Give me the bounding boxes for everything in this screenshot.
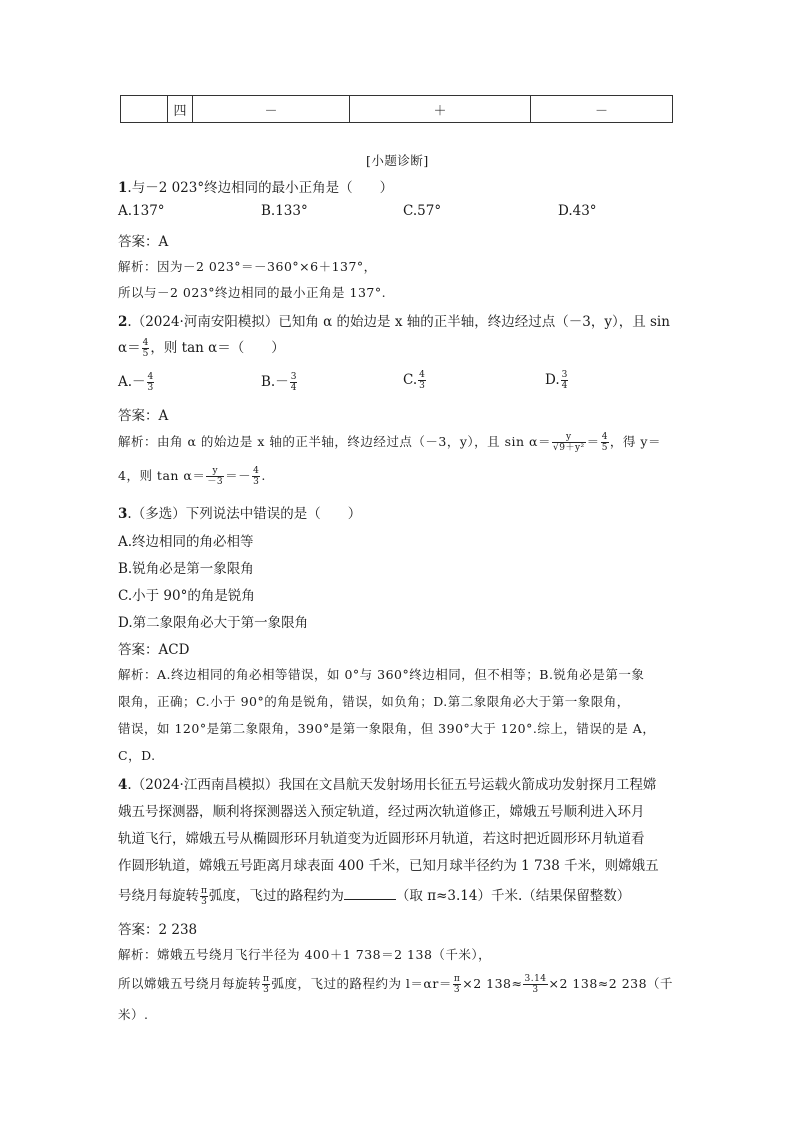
table-cell-sign: － [193, 96, 350, 123]
question-text: 弧度，飞过的路程约为 [208, 888, 344, 904]
solution-line: 所以与－2 023°终边相同的最小正角是 137°. [118, 285, 387, 300]
question-2-stem-cont [118, 336, 285, 359]
numerator: 4 [601, 432, 608, 442]
section-title: [小题诊断] [366, 153, 429, 168]
solution-text: . [261, 468, 266, 483]
denominator: 3 [419, 381, 425, 391]
question-text: α＝ [118, 340, 141, 356]
option-label: C. [403, 372, 418, 388]
table-cell-quadrant: 四 [168, 96, 193, 123]
solution-line [118, 974, 673, 995]
question-text: .（多选）下列说法中错误的是（ ） [127, 506, 362, 522]
numerator: 3.14 [524, 974, 547, 984]
question-text: （取 π≈3.14）千米.（结果保留整数） [395, 888, 631, 904]
fraction [142, 338, 150, 359]
solution-text: 弧度，飞过的路程约为 l＝αr＝ [271, 976, 452, 991]
solution-line: 错误，如 120°是第二象限角，390°是第一象限角，但 390°大于 120°.综上，错误的是 A， [118, 721, 656, 736]
fraction [147, 372, 155, 393]
solution-text: ，得 y＝ [609, 434, 661, 449]
denominator: 5 [142, 349, 149, 359]
question-text-line: 娥五号探测器，顺利将探测器送入预定轨道，经过两次轨道修正，嫦娥五号顺利进入环月 [118, 804, 645, 820]
option-d: D.43° [558, 203, 597, 219]
denominator: √9＋y² [553, 443, 585, 453]
table-cell [121, 96, 168, 123]
question-number: 3 [118, 506, 128, 522]
numerator: 3 [561, 370, 568, 380]
solution-line [118, 466, 266, 487]
fraction [561, 370, 569, 391]
denominator: 3 [147, 383, 154, 393]
fraction [601, 432, 609, 453]
fraction [523, 974, 547, 995]
option-c: C.57° [403, 203, 442, 219]
numerator: y [552, 432, 586, 443]
numerator: 4 [142, 338, 149, 348]
option-b: B.锐角必是第一象限角 [118, 561, 254, 577]
solution-line: 解析：因为－2 023°＝－360°×6＋137°， [118, 259, 377, 274]
denominator: 4 [561, 381, 568, 391]
question-text: 号绕月每旋转 [118, 888, 199, 904]
solution-line: 限角，正确；C.小于 90°的角是锐角，错误，如负角；D.第二象限角必大于第一象限角， [118, 694, 630, 709]
solution-line [118, 432, 661, 453]
sign-table [120, 95, 673, 123]
question-text: .与－2 023°终边相同的最小正角是（ ） [127, 180, 394, 196]
denominator: 3 [453, 985, 461, 995]
table-cell-sign: － [531, 96, 673, 123]
numerator: y [206, 466, 224, 477]
solution-line: 解析：A.终边相同的角必相等错误，如 0°与 360°终边相同，但不相等；B.锐角必是第一象 [118, 667, 645, 682]
option-a: A.137° [118, 203, 165, 219]
numerator: 4 [147, 372, 154, 382]
denominator: －3 [207, 477, 224, 487]
solution-text: ×2 138≈ [462, 976, 523, 991]
numerator: π [453, 974, 461, 984]
question-text: ，则 tan α＝（ ） [150, 340, 285, 356]
option-label: A.－ [118, 374, 146, 390]
option-a [118, 370, 155, 393]
fraction [252, 466, 260, 487]
question-text-line: 作圆形轨道，嫦娥五号距离月球表面 400 千米，已知月球半径约为 1 738 千米，则嫦娥五 [118, 858, 659, 874]
solution-line: 米）. [118, 1007, 149, 1022]
option-d: D.第二象限角必大于第一象限角 [118, 615, 309, 631]
denominator: 5 [601, 443, 608, 453]
numerator: π [201, 886, 207, 896]
fraction [200, 886, 208, 907]
option-label: D. [545, 372, 560, 388]
answer: 答案：A [118, 234, 169, 250]
question-3-stem [118, 502, 361, 522]
solution-text: 所以嫦娥五号绕月每旋转 [118, 976, 262, 991]
option-a: A.终边相同的角必相等 [118, 534, 254, 550]
option-label: B.－ [261, 374, 289, 390]
fraction [418, 370, 426, 391]
answer: 答案：ACD [118, 642, 190, 658]
fraction [290, 372, 298, 393]
fraction [453, 974, 461, 995]
numerator: 4 [419, 370, 425, 380]
fraction [206, 466, 224, 487]
question-text: .（2024·河南安阳模拟）已知角 α 的始边是 x 轴的正半轴，终边经过点（－3，y），且 sin [127, 314, 670, 330]
solution-text: ＝ [586, 434, 600, 449]
numerator: 3 [290, 372, 297, 382]
numerator: 4 [253, 466, 260, 476]
solution-line: 解析：嫦娥五号绕月飞行半径为 400＋1 738＝2 138（千米）， [118, 947, 492, 962]
question-number: 4 [118, 777, 128, 793]
answer: 答案：2 238 [118, 922, 198, 938]
solution-text: ×2 138≈2 238（千 [548, 976, 674, 991]
denominator: 3 [253, 477, 260, 487]
denominator: 3 [532, 985, 539, 995]
option-b [261, 370, 298, 393]
numerator: π [263, 974, 270, 984]
fraction [262, 974, 270, 995]
question-4-stem [118, 773, 656, 793]
fraction [552, 432, 586, 453]
option-d [545, 370, 569, 391]
solution-text: ＝－ [225, 468, 252, 483]
question-text-line [118, 884, 630, 907]
option-c: C.小于 90°的角是锐角 [118, 588, 255, 604]
table-row [121, 96, 673, 123]
denominator: 4 [290, 383, 297, 393]
answer: 答案：A [118, 408, 169, 424]
question-number: 1 [118, 180, 128, 196]
question-text: .（2024·江西南昌模拟）我国在文昌航天发射场用长征五号运载火箭成功发射探月工程嫦 [127, 777, 657, 793]
question-text-line: 轨道飞行，嫦娥五号从椭圆形环月轨道变为近圆形环月轨道，若这时把近圆形环月轨道看 [118, 831, 645, 847]
option-b: B.133° [261, 203, 308, 219]
solution-text: 解析：由角 α 的始边是 x 轴的正半轴，终边经过点（－3，y），且 sin α＝ [118, 434, 552, 449]
option-c [403, 370, 427, 391]
solution-text: 4，则 tan α＝ [118, 468, 206, 483]
question-1-stem [118, 176, 393, 196]
denominator: 3 [263, 985, 270, 995]
denominator: 3 [201, 897, 207, 907]
solution-line: C，D. [118, 748, 156, 763]
question-2-stem [118, 310, 670, 330]
table-cell-sign: ＋ [350, 96, 531, 123]
answer-blank[interactable] [344, 887, 396, 900]
question-number: 2 [118, 314, 128, 330]
